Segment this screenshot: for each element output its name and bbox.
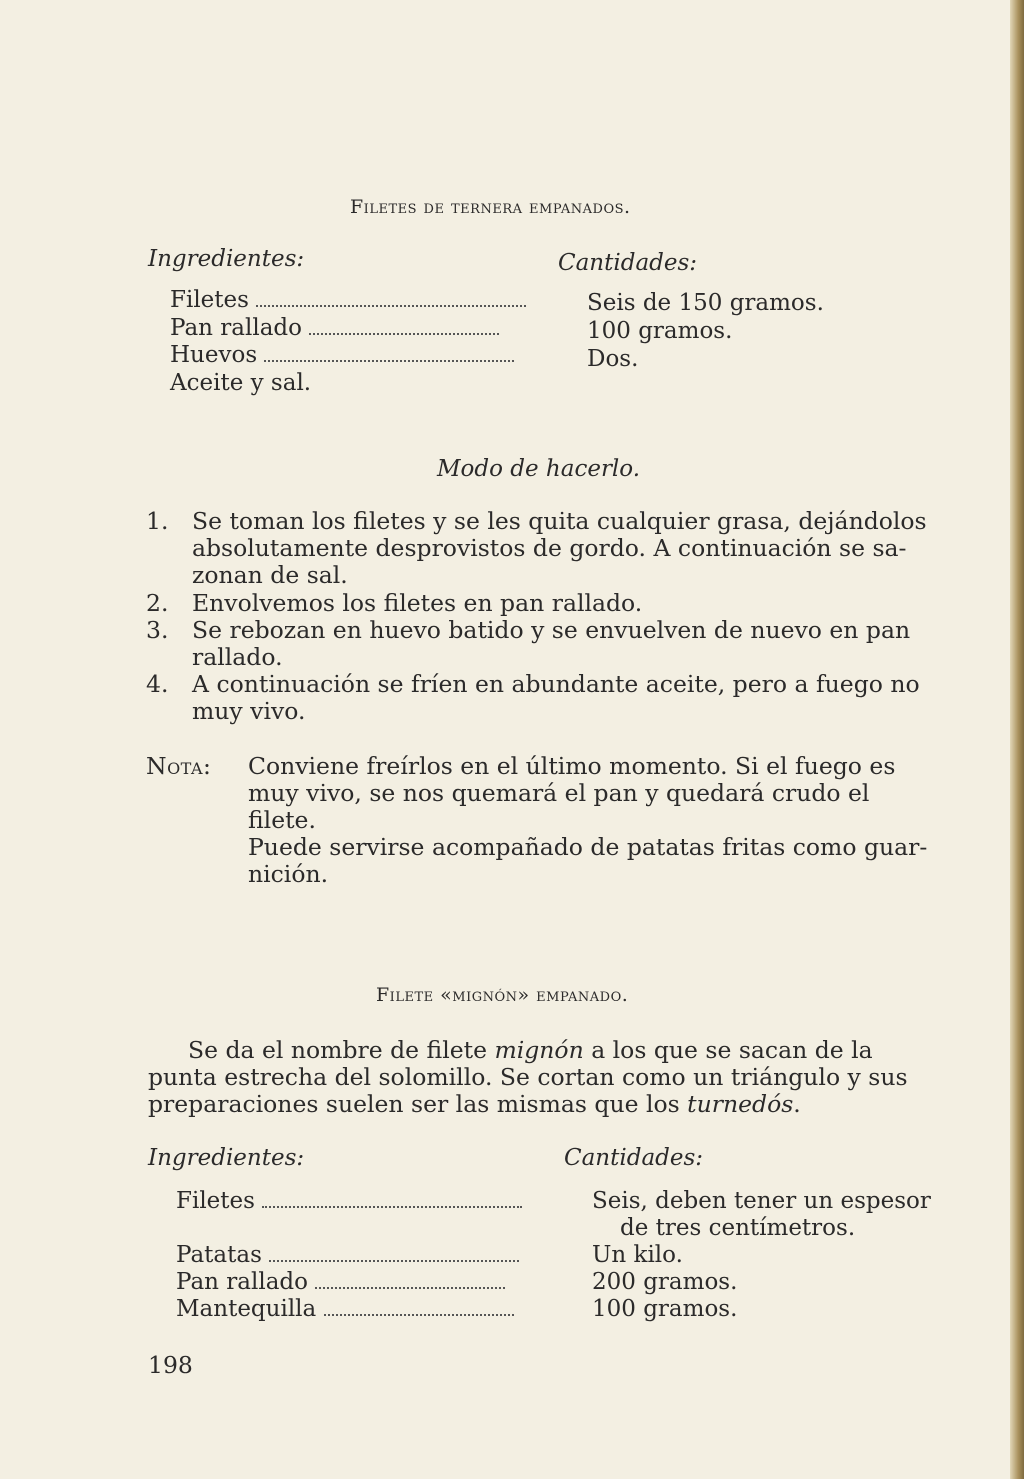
step-number: 3. [146, 616, 169, 644]
leader-dots [269, 1260, 519, 1262]
ingredient-name: Patatas [176, 1242, 262, 1268]
step-line: A continuación se fríen en abundante aceite, pero a fuego no [192, 670, 920, 698]
ingredient-quantity: Seis, deben tener un espesor [592, 1188, 931, 1214]
quantities-header: Cantidades: [558, 250, 698, 276]
leader-dots [324, 1314, 514, 1316]
intro-text: Se da el nombre de filete [188, 1036, 495, 1064]
ingredient-quantity: Un kilo. [592, 1242, 683, 1268]
ingredient-quantity: 100 gramos. [587, 318, 733, 344]
ingredient-name: Aceite y sal. [170, 370, 312, 396]
leader-dots [315, 1287, 505, 1289]
ingredient-quantity: Seis de 150 gramos. [587, 290, 824, 316]
step-text [192, 508, 952, 589]
step-text [192, 671, 952, 725]
recipe-title: Filetes de ternera empanados. [350, 196, 631, 218]
step-line: rallado. [192, 643, 283, 671]
ingredient-row [170, 342, 514, 369]
ingredient-name: Huevos [170, 342, 258, 368]
ingredient-row [176, 1188, 522, 1215]
note-line: filete. [248, 806, 316, 834]
ingredient-name: Filetes [170, 287, 249, 313]
ingredient-quantity: 100 gramos. [592, 1296, 738, 1322]
step-line: absolutamente desprovistos de gordo. A continuación se sa- [192, 534, 907, 562]
page-number: 198 [148, 1351, 193, 1379]
ingredient-row [170, 287, 526, 314]
intro-text: a los que se sacan de la [583, 1036, 873, 1064]
book-spine-edge [1010, 0, 1024, 1479]
intro-text: . [793, 1090, 801, 1118]
intro-line [148, 1037, 948, 1064]
note-line: muy vivo, se nos quemará el pan y quedará crudo el [248, 779, 870, 807]
ingredient-quantity: de tres centímetros. [620, 1215, 856, 1241]
step-number: 1. [146, 507, 169, 535]
note-line: Puede servirse acompañado de patatas fritas como guar- [248, 833, 928, 861]
ingredients-header: Ingredientes: [148, 246, 305, 272]
ingredient-row [170, 315, 499, 342]
step-line: Se toman los filetes y se les quita cualquier grasa, dejándolos [192, 507, 927, 535]
leader-dots [309, 333, 499, 335]
ingredient-row [176, 1296, 514, 1323]
step-text [192, 590, 952, 617]
step-line: zonan de sal. [192, 561, 348, 589]
note-text [248, 753, 948, 888]
ingredient-quantity: 200 gramos. [592, 1269, 738, 1295]
ingredient-name: Filetes [176, 1188, 255, 1214]
leader-dots [256, 305, 526, 307]
intro-italic: turnedós [687, 1090, 794, 1118]
method-header: Modo de hacerlo. [437, 456, 641, 482]
quantities-header: Cantidades: [564, 1145, 704, 1171]
intro-italic: mignón [494, 1036, 584, 1064]
recipe-title: Filete «mignón» empanado. [376, 984, 629, 1006]
ingredients-header: Ingredientes: [148, 1145, 305, 1171]
intro-line [148, 1064, 948, 1091]
step-text [192, 617, 952, 671]
note-line: nición. [248, 860, 329, 888]
ingredient-quantity: Dos. [587, 346, 639, 372]
ingredient-row [176, 1242, 519, 1269]
intro-line [148, 1091, 948, 1118]
leader-dots [262, 1206, 522, 1208]
note-line: Conviene freírlos en el último momento. Si el fuego es [248, 752, 896, 780]
note-label: Nota: [146, 752, 212, 780]
leader-dots [264, 360, 514, 362]
step-line: Envolvemos los filetes en pan rallado. [192, 589, 643, 617]
step-line: Se rebozan en huevo batido y se envuelven de nuevo en pan [192, 616, 911, 644]
recipe-intro [148, 1037, 948, 1118]
step-number: 4. [146, 670, 169, 698]
step-number: 2. [146, 589, 169, 617]
intro-text: preparaciones suelen ser las mismas que los [148, 1090, 688, 1118]
step-line: muy vivo. [192, 697, 306, 725]
ingredient-row [176, 1269, 505, 1296]
ingredient-name: Pan rallado [176, 1269, 308, 1295]
intro-text: punta estrecha del solomillo. Se cortan como un triángulo y sus [148, 1063, 908, 1091]
ingredient-name: Pan rallado [170, 315, 302, 341]
ingredient-name: Mantequilla [176, 1296, 317, 1322]
